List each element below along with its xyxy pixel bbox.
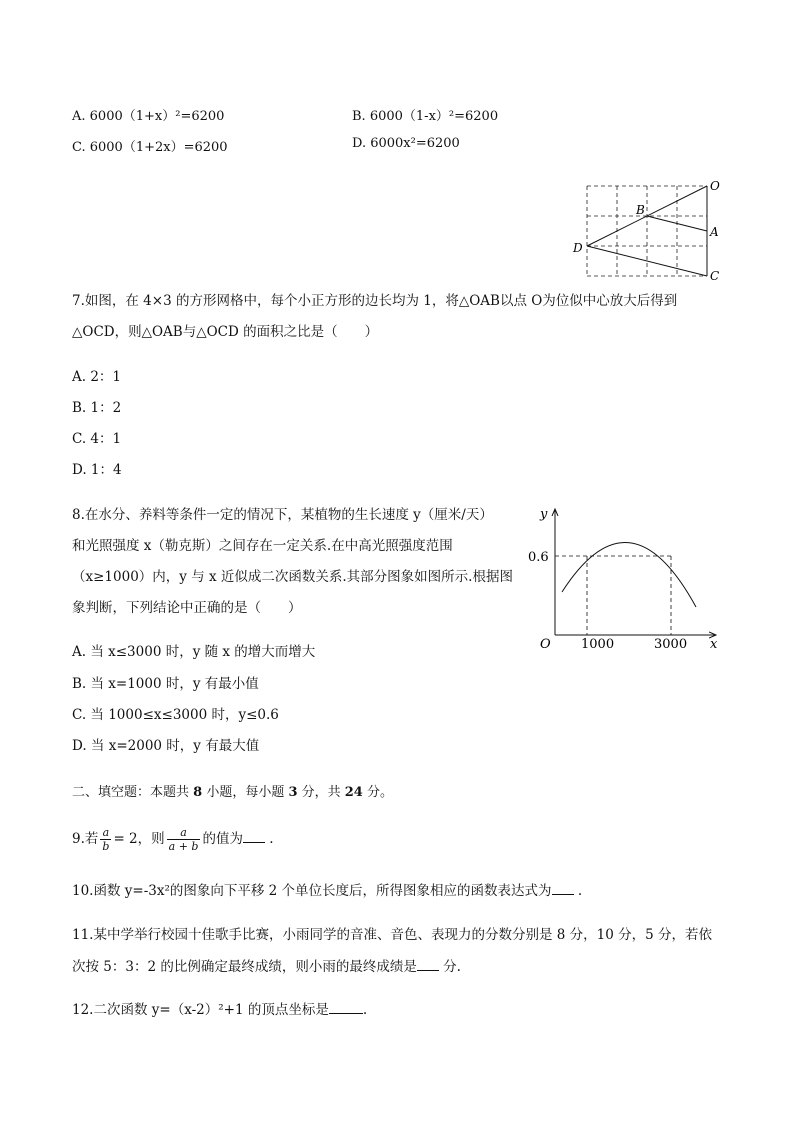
- q10-question: 10.函数 y=-3x²的图象向下平移 2 个单位长度后，所得图象相应的函数表达式为 .: [72, 883, 583, 899]
- answer-blank: [417, 958, 439, 971]
- label-c: C: [710, 269, 720, 283]
- q7-question-line2: △OCD，则△OAB与△OCD 的面积之比是（ ）: [72, 324, 379, 340]
- q8-question-line4: 象判断，下列结论中正确的是（ ）: [72, 600, 302, 616]
- q8-option-b: B. 当 x=1000 时，y 有最小值: [72, 676, 259, 692]
- q11-question-line1: 11.某中学举行校园十佳歌手比赛，小雨同学的音准、音色、表现力的分数分别是 8 分，10 分，5 分，若依: [72, 927, 712, 943]
- label-b: B: [636, 203, 645, 217]
- q8-option-c: C. 当 1000≤x≤3000 时，y≤0.6: [72, 707, 279, 723]
- q8-question-line1: 8.在水分、养料等条件一定的情况下，某植物的生长速度 y（厘米/天）: [72, 507, 493, 523]
- q8-option-a: A. 当 x≤3000 时，y 随 x 的增大而增大: [72, 644, 316, 660]
- y-tick-label: 0.6: [528, 550, 549, 565]
- q7-option-b: B. 1：2: [72, 400, 122, 416]
- origin-label: O: [540, 637, 551, 652]
- answer-blank: [552, 882, 574, 895]
- q8-option-d: D. 当 x=2000 时，y 有最大值: [72, 738, 260, 754]
- q8-question-line2: 和光照强度 x（勒克斯）之间存在一定关系.在中高光照强度范围: [72, 538, 453, 554]
- label-o: O: [710, 180, 720, 193]
- x-axis-label: x: [710, 637, 718, 652]
- q7-option-c: C. 4：1: [72, 431, 122, 447]
- section-heading: 二、填空题：本题共 8 小题，每小题 3 分，共 24 分。: [72, 785, 393, 800]
- q7-option-a: A. 2：1: [72, 369, 122, 385]
- label-d: D: [573, 241, 583, 255]
- q8-graph: [520, 500, 730, 660]
- q6-option-d: D. 6000x²=6200: [352, 136, 460, 151]
- q12-question: 12.二次函数 y=（x-2）²+1 的顶点坐标是 .: [72, 1002, 368, 1018]
- q7-grid-figure: [570, 180, 730, 285]
- q9-fraction-a-over-a-plus-b: $\frac{a}{a + b}$: [168, 826, 199, 853]
- q7-question-line1: 7.如图，在 4×3 的方形网格中，每个小正方形的边长均为 1，将△OAB以点 O为位似中心放大后得到: [72, 293, 678, 309]
- q11-question-line2: 次按 5：3：2 的比例确定最终成绩，则小雨的最终成绩是 分.: [72, 959, 461, 975]
- q8-question-line3: （x≥1000）内，y 与 x 近似成二次函数关系.其部分图象如图所示.根据图: [72, 569, 513, 585]
- x-tick-label-3000: 3000: [654, 637, 688, 652]
- q7-option-d: D. 1：4: [72, 462, 122, 478]
- label-a: A: [710, 225, 719, 239]
- x-tick-label-1000: 1000: [581, 637, 615, 652]
- q6-option-c: C. 6000（1+2x）=6200: [72, 140, 228, 155]
- answer-blank: [329, 1001, 363, 1014]
- q6-option-a: A. 6000（1+x）²=6200: [72, 109, 225, 124]
- q6-option-b: B. 6000（1-x）²=6200: [352, 109, 499, 124]
- q9-question: 9.若 $\frac{a}{b}$ = 2，则 $\frac{a}{a + b}$ 的值为 .: [72, 826, 274, 853]
- parabola-curve: [562, 543, 696, 607]
- y-axis-label: y: [540, 507, 548, 522]
- answer-blank: [243, 830, 265, 843]
- q9-fraction-a-over-b: $\frac{a}{b}$: [102, 826, 110, 853]
